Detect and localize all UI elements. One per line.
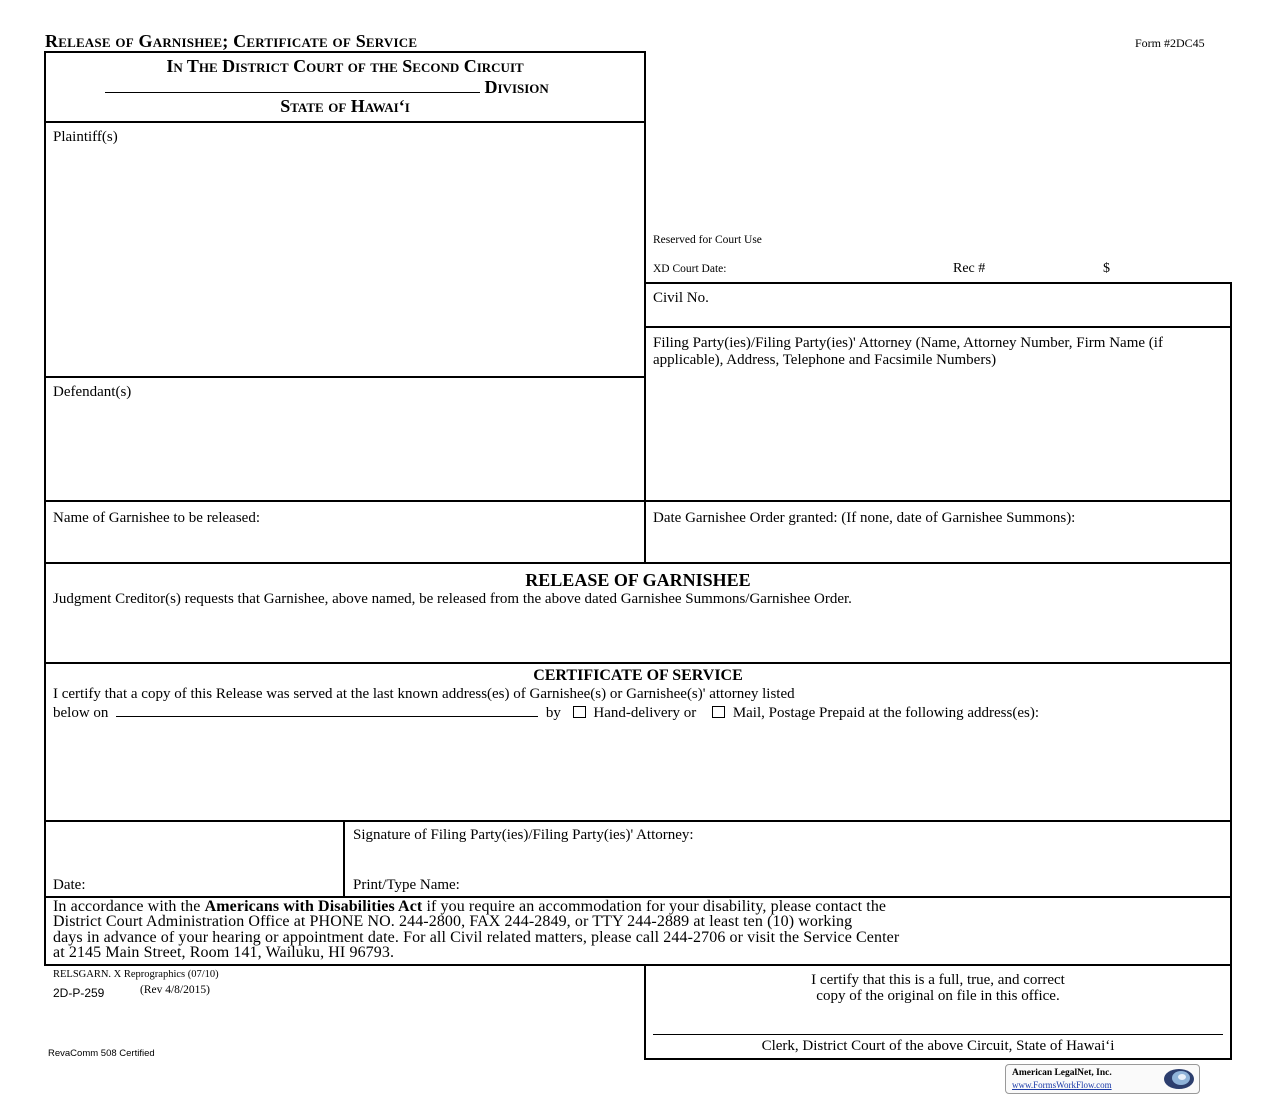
- print-name-field[interactable]: [505, 874, 1225, 894]
- civil-no-label: Civil No.: [653, 290, 709, 306]
- hand-delivery-checkbox[interactable]: [573, 706, 586, 718]
- print-name-label: Print/Type Name:: [353, 877, 460, 893]
- xd-court-date: XD Court Date:: [653, 263, 727, 275]
- garnishee-name-field[interactable]: [50, 530, 640, 560]
- defendant-label: Defendant(s): [53, 384, 132, 400]
- dollar-sign: $: [1103, 261, 1110, 276]
- american-legalnet-logo: American LegalNet, Inc. www.FormsWorkFlow.com: [1005, 1064, 1200, 1094]
- plaintiff-field[interactable]: [50, 150, 640, 372]
- garnishee-name-label: Name of Garnishee to be released:: [53, 510, 260, 526]
- form-id: 2D-P-259: [53, 986, 105, 1000]
- certificate-heading: CERTIFICATE OF SERVICE: [533, 667, 743, 684]
- garnishee-date-field[interactable]: [650, 530, 1225, 560]
- form-number: Form #2DC45: [1135, 36, 1205, 50]
- ada-act: Americans with Disabilities Act: [204, 898, 423, 915]
- state-name: State of Hawai‘i: [280, 96, 410, 116]
- signature-label: Signature of Filing Party(ies)/Filing Party(ies)' Attorney:: [353, 827, 694, 843]
- signature-field[interactable]: [350, 846, 1225, 872]
- garnishee-date-label: Date Garnishee Order granted: (If none, date of Garnishee Summons):: [653, 510, 1076, 526]
- civil-no-field[interactable]: [730, 288, 1225, 322]
- revision-date: (Rev 4/8/2015): [140, 984, 210, 996]
- division-label: Division: [484, 77, 549, 97]
- defendant-field[interactable]: [50, 404, 640, 496]
- division-blank[interactable]: [105, 92, 480, 93]
- globe-icon: [1162, 1067, 1196, 1091]
- clerk-certification: I certify that this is a full, true, and correct copy of the original on file in this office.: [811, 972, 1065, 1004]
- service-addresses-field[interactable]: [50, 728, 1225, 816]
- certificate-line2: [53, 705, 1039, 722]
- mail-checkbox[interactable]: [712, 706, 725, 718]
- court-name: In The District Court of the Second Circuit: [166, 56, 524, 76]
- revacomm-note: RevaComm 508 Certified: [48, 1048, 155, 1059]
- release-text: Judgment Creditor(s) requests that Garnishee, above named, be released from the above dated Garnishee Summons/Garnishee Order.: [53, 591, 852, 607]
- date-label: Date:: [53, 877, 86, 893]
- hand-delivery-label: Hand-delivery or: [593, 705, 697, 721]
- service-date-blank[interactable]: [116, 716, 538, 717]
- filing-party-label: Filing Party(ies)/Filing Party(ies)' Attorney (Name, Attorney Number, Firm Name (if applicable), Address, Telephone and Facsimile Numbers): [653, 335, 1163, 368]
- division-line: [105, 77, 549, 98]
- release-heading: RELEASE OF GARNISHEE: [525, 570, 751, 590]
- filing-party-field[interactable]: [650, 388, 1225, 496]
- below-on-label: below on: [53, 705, 109, 721]
- plaintiff-label: Plaintiff(s): [53, 129, 118, 145]
- reprographics: RELSGARN. X Reprographics (07/10): [53, 969, 219, 980]
- by-label: by: [545, 705, 561, 721]
- forms-workflow-link[interactable]: www.FormsWorkFlow.com: [1012, 1080, 1112, 1090]
- ada-notice: In accordance with the Americans with Disabilities Act if you require an accommodation for your disability, please contact the District Court Administration Office at PHONE NO. 244-2800, FAX 244-2849, or TTY 244-2889 at least ten (10) working days in advance of your hearing or appointment date. For all Civil related matters, please call 244-2706 or visit the Service Center at 2145 Main Street, Room 141, Wailuku, HI 96793.: [53, 898, 900, 961]
- reserved-court-use: Reserved for Court Use: [653, 234, 762, 246]
- clerk-title: Clerk, District Court of the above Circuit, State of Hawai‘i: [761, 1038, 1115, 1054]
- date-field[interactable]: [50, 826, 338, 874]
- form-title: Release of Garnishee; Certificate of Service: [45, 31, 418, 51]
- certificate-text: I certify that a copy of this Release was served at the last known address(es) of Garnishee(s) or Garnishee(s)' attorney listed: [53, 686, 795, 702]
- rec-number: Rec #: [953, 261, 986, 276]
- mail-label: Mail, Postage Prepaid at the following address(es):: [732, 705, 1039, 721]
- clerk-signature-line[interactable]: [653, 1034, 1223, 1035]
